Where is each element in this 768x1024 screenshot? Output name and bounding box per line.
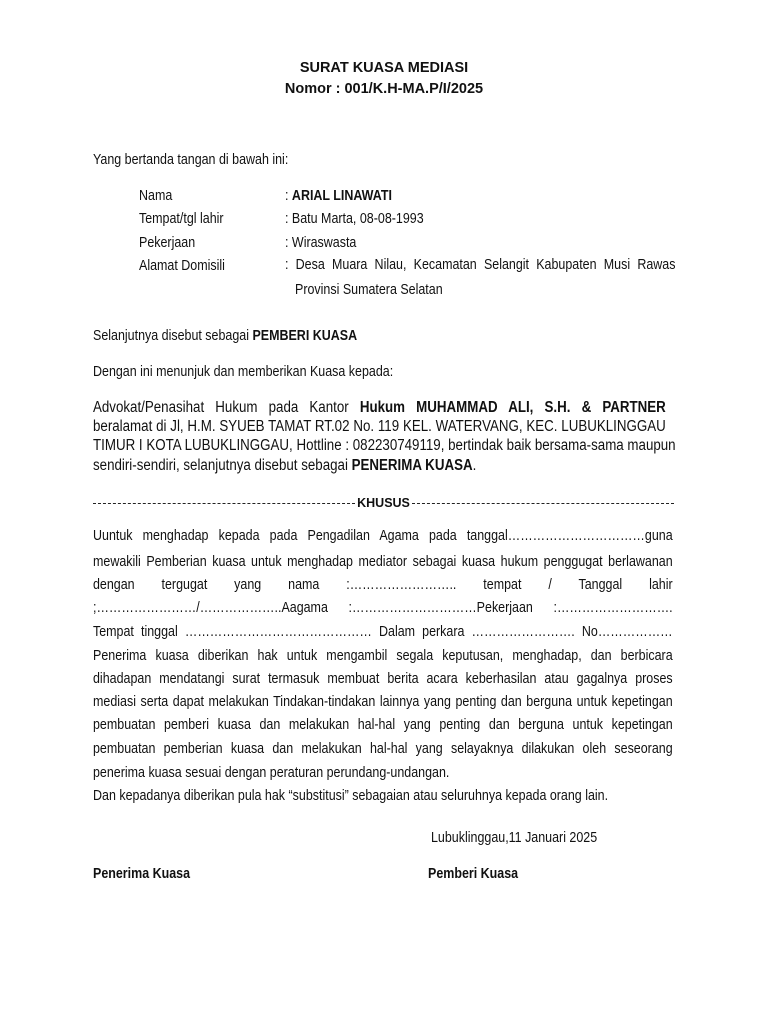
advokat-line4-suffix: .	[472, 457, 477, 474]
advokat-prefix: Advokat/Penasihat Hukum pada Kantor	[93, 399, 349, 416]
body-line-7: dihadapan mendatangi surat termasuk membuat berita acara keberhasilan atau gagalnya proses	[93, 671, 673, 687]
field-value-text	[285, 188, 392, 204]
advokat-line4-prefix: sendiri-sendiri, selanjutnya disebut sebagai	[93, 457, 348, 474]
khusus-separator	[93, 495, 674, 511]
field-label-alamat	[139, 257, 239, 275]
appoint-text: Dengan ini menunjuk dan memberikan Kuasa kepada:	[93, 364, 394, 380]
advokat-line-2: beralamat di Jl, H.M. SYUEB TAMAT RT.02 No. 119 KEL. WATERVANG, KEC. LUBUKLINGGAU	[93, 418, 666, 435]
body-line-11: penerima kuasa sesuai dengan peraturan perundang-undangan.	[93, 765, 450, 781]
dash-right	[412, 503, 674, 504]
dash-left	[93, 503, 355, 504]
field-label-text: Alamat Domisili	[139, 258, 225, 274]
khusus-label: KHUSUS	[357, 496, 410, 510]
signature-receiver	[93, 865, 206, 883]
pemberi-kuasa-line	[93, 327, 400, 345]
field-value-pekerjaan	[285, 234, 368, 252]
signature-receiver-label: Penerima Kuasa	[93, 866, 191, 882]
appoint-line	[93, 363, 442, 381]
document-title: SURAT KUASA MEDIASI	[299, 60, 469, 76]
body-line-4: ;……………………/………………..Aagama :…………………………Pekerjaan :……………………….	[93, 600, 673, 616]
document-number: Nomor : 001/K.H-MA.P/I/2025	[284, 81, 484, 97]
pemberi-label: PEMBERI KUASA	[252, 328, 358, 344]
field-value: Wiraswasta	[291, 235, 357, 251]
advokat-line-4	[93, 457, 666, 475]
field-value-alamat-line2	[295, 281, 467, 299]
advokat-line-1	[93, 399, 666, 417]
field-value-text: Provinsi Sumatera Selatan	[295, 282, 443, 298]
intro-text: Yang bertanda tangan di bawah ini:	[93, 152, 289, 168]
field-value-bold: ARIAL LINAWATI	[291, 188, 392, 204]
field-value-text	[285, 211, 424, 227]
body-line-10: pembuatan pemberian kuasa dan melakukan hal-hal yang selayaknya dilakukan oleh seseorang	[93, 741, 673, 757]
body-line-2: mewakili Pemberian kuasa untuk menghadap mediator sebagai kuasa hukum penggugat berlawanan	[93, 554, 673, 570]
field-label-text: Tempat/tgl lahir	[139, 211, 224, 227]
place-date-text: Lubuklinggau,11 Januari 2025	[431, 830, 598, 846]
colon: :	[285, 211, 289, 227]
signature-giver-label: Pemberi Kuasa	[428, 866, 519, 882]
body-line-9: pembuatan pemberi kuasa dan melakukan hal-hal yang penting dan berguna untuk kepetingan	[93, 717, 673, 733]
intro-text-wrap	[93, 151, 320, 169]
document-title-wrap	[0, 59, 768, 77]
body-line-12: Dan kepadanya diberikan pula hak “substitusi” sebagaian atau seluruhnya kepada orang lain.	[93, 788, 609, 804]
body-line-1: Uuntuk menghadap kepada pada Pengadilan Agama pada tanggal……………………………guna	[93, 528, 673, 544]
document-number-wrap	[0, 80, 768, 98]
advokat-line-3: TIMUR I KOTA LUBUKLINGGAU, Hottline : 082230749119, bertindak baik bersama-sama maupun	[93, 437, 676, 454]
field-label-text: Pekerjaan	[139, 235, 196, 251]
signature-giver	[428, 865, 533, 883]
penerima-label: PENERIMA KUASA	[351, 457, 473, 474]
body-line-8: mediasi serta dapat melakukan Tindakan-tindakan lainnya yang penting dan berguna untuk kepetingan	[93, 694, 673, 710]
body-line-5: Tempat tinggal ……………………………………… Dalam perkara ……………………. No………………	[93, 624, 673, 640]
place-date	[431, 829, 624, 847]
pemberi-prefix: Selanjutnya disebut sebagai	[93, 328, 249, 344]
field-value: Batu Marta, 08-08-1993	[291, 211, 424, 227]
field-value-text	[285, 235, 356, 251]
field-label-text: Nama	[139, 188, 173, 204]
body-line-6: Penerima kuasa diberikan hak untuk mengambil segala keputusan, menghadap, dan berbicara	[93, 648, 673, 664]
advokat-firm: Hukum MUHAMMAD ALI, S.H. & PARTNER	[359, 399, 666, 416]
colon: :	[285, 235, 289, 251]
field-label-pekerjaan	[139, 234, 204, 252]
field-value-alamat-line1: : Desa Muara Nilau, Kecamatan Selangit Kabupaten Musi Rawas	[285, 257, 676, 273]
pemberi-kuasa-text	[93, 328, 357, 344]
field-label-nama	[139, 187, 178, 205]
field-value-ttl	[285, 210, 446, 228]
colon: :	[285, 188, 289, 204]
field-value-nama	[285, 187, 409, 205]
field-label-ttl	[139, 210, 237, 228]
body-line-3: dengan tergugat yang nama :…………………….. tempat / Tanggal lahir	[93, 577, 673, 593]
